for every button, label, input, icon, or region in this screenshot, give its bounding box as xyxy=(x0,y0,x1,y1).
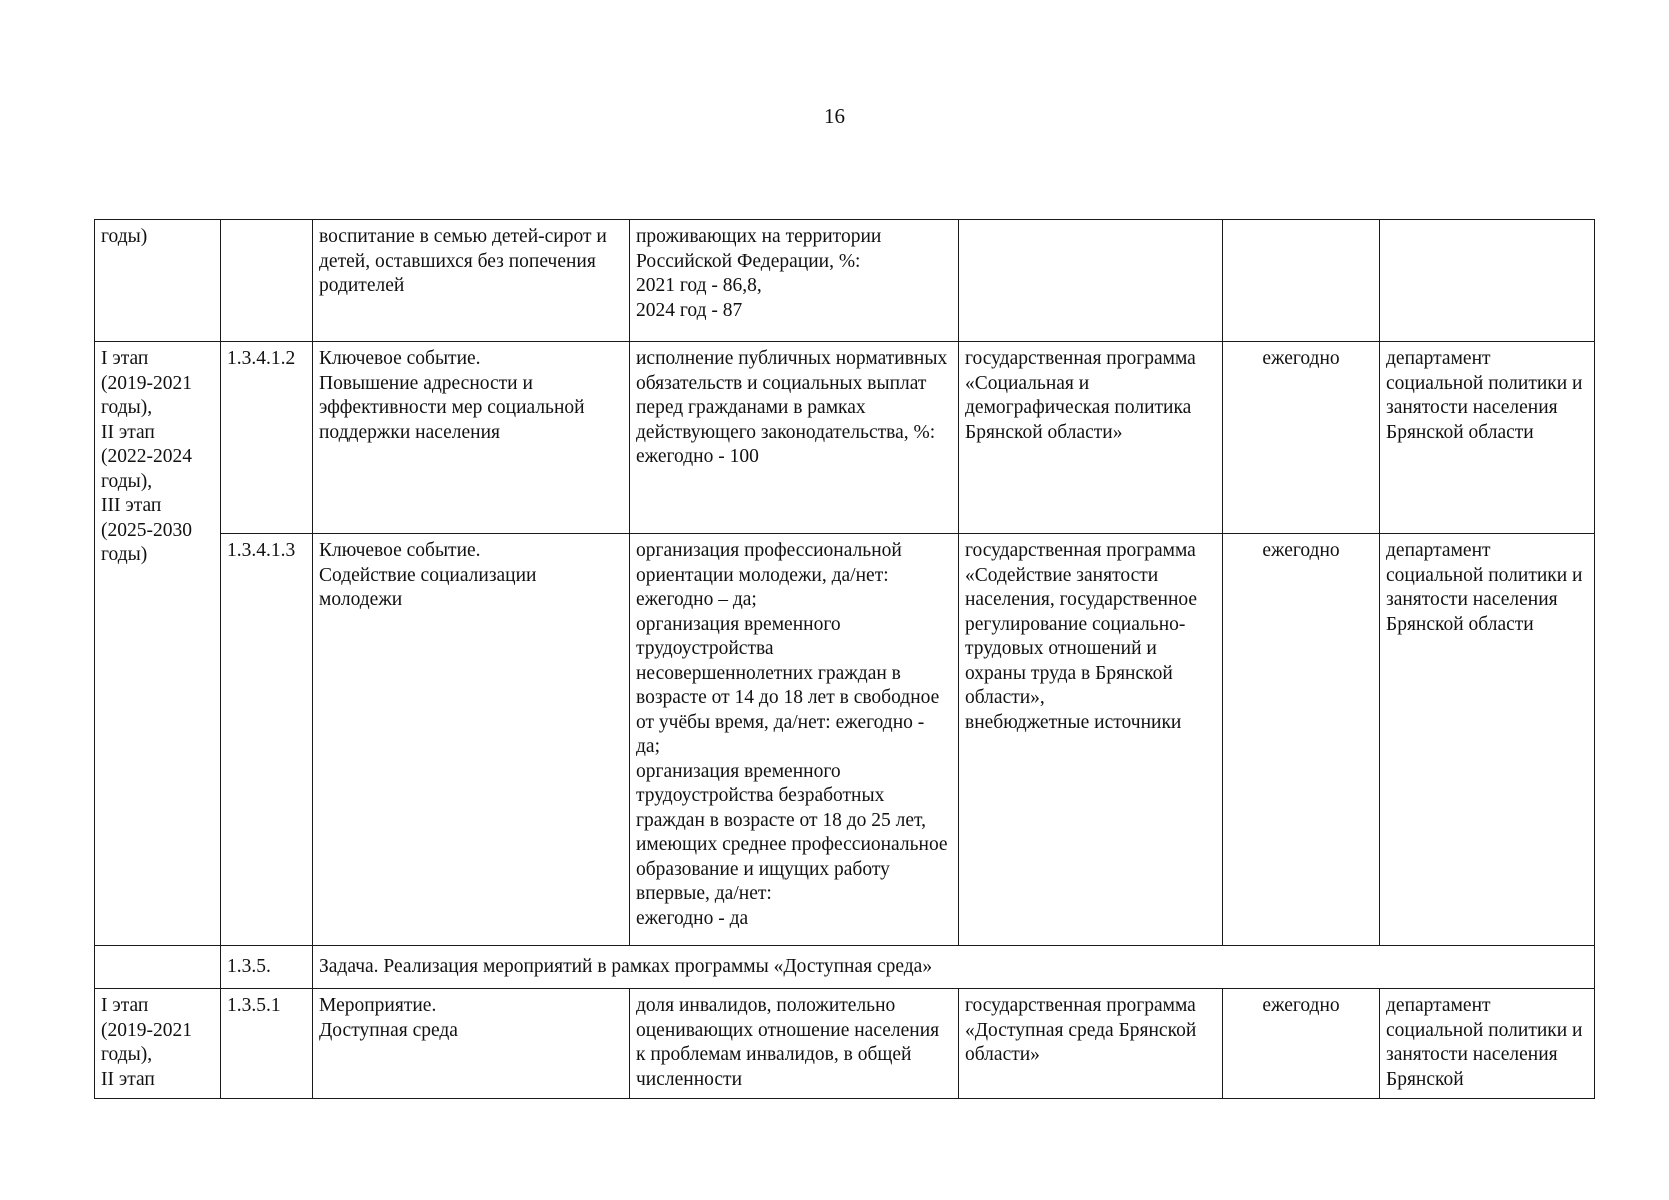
event-cell: Мероприятие. Доступная среда xyxy=(313,989,630,1099)
table-row xyxy=(95,534,1595,946)
plan-table xyxy=(94,219,1595,1099)
stage-cell: годы) xyxy=(95,220,221,342)
code-cell: 1.3.5.1 xyxy=(221,989,313,1099)
stage-cell: I этап (2019-2021 годы), II этап xyxy=(95,989,221,1099)
indicator-cell: доля инвалидов, положительно оценивающих отношение населения к проблемам инвалидов, в общей численности xyxy=(630,989,959,1099)
indicator-cell: организация профессиональной ориентации молодежи, да/нет: ежегодно – да; организация временного трудоустройства несовершеннолетних граждан в возрасте от 14 до 18 лет в свободное от учёбы время, да/нет: ежегодно - да; организация временного трудоустройства безработных граждан в возрасте от 18 до 25 лет, имеющих среднее профессиональное образование и ищущих работу впервые, да/нет: ежегодно - да xyxy=(630,534,959,946)
program-cell: государственная программа «Доступная среда Брянской области» xyxy=(959,989,1223,1099)
frequency-cell xyxy=(1223,220,1380,342)
code-cell: 1.3.5. xyxy=(221,946,313,989)
executor-cell: департамент социальной политики и занятости населения Брянской области xyxy=(1380,342,1595,534)
table-row xyxy=(95,220,1595,342)
event-cell: Ключевое событие. Повышение адресности и эффективности мер социальной поддержки населения xyxy=(313,342,630,534)
frequency-cell: ежегодно xyxy=(1223,534,1380,946)
executor-cell: департамент социальной политики и занятости населения Брянской области xyxy=(1380,534,1595,946)
page-number: 16 xyxy=(824,104,845,128)
stage-cell: I этап (2019-2021 годы), II этап (2022-2024 годы), III этап (2025-2030 годы) xyxy=(95,342,221,946)
frequency-cell: ежегодно xyxy=(1223,989,1380,1099)
task-cell: Задача. Реализация мероприятий в рамках программы «Доступная среда» xyxy=(313,946,1595,989)
table-row xyxy=(95,989,1595,1099)
program-cell: государственная программа «Социальная и демографическая политика Брянской области» xyxy=(959,342,1223,534)
event-cell: Ключевое событие. Содействие социализации молодежи xyxy=(313,534,630,946)
executor-cell xyxy=(1380,220,1595,342)
code-cell: 1.3.4.1.3 xyxy=(221,534,313,946)
stage-cell xyxy=(95,946,221,989)
code-cell: 1.3.4.1.2 xyxy=(221,342,313,534)
program-cell: государственная программа «Содействие занятости населения, государственное регулирование социально-трудовых отношений и охраны труда в Брянской области», внебюджетные источники xyxy=(959,534,1223,946)
indicator-cell: проживающих на территории Российской Федерации, %: 2021 год - 86,8, 2024 год - 87 xyxy=(630,220,959,342)
table-row xyxy=(95,946,1595,989)
indicator-cell: исполнение публичных нормативных обязательств и социальных выплат перед гражданами в рамках действующего законодательства, %: ежегодно - 100 xyxy=(630,342,959,534)
executor-cell: департамент социальной политики и занятости населения Брянской xyxy=(1380,989,1595,1099)
code-cell xyxy=(221,220,313,342)
event-cell: воспитание в семью детей-сирот и детей, оставшихся без попечения родителей xyxy=(313,220,630,342)
table-row xyxy=(95,342,1595,534)
frequency-cell: ежегодно xyxy=(1223,342,1380,534)
program-cell xyxy=(959,220,1223,342)
